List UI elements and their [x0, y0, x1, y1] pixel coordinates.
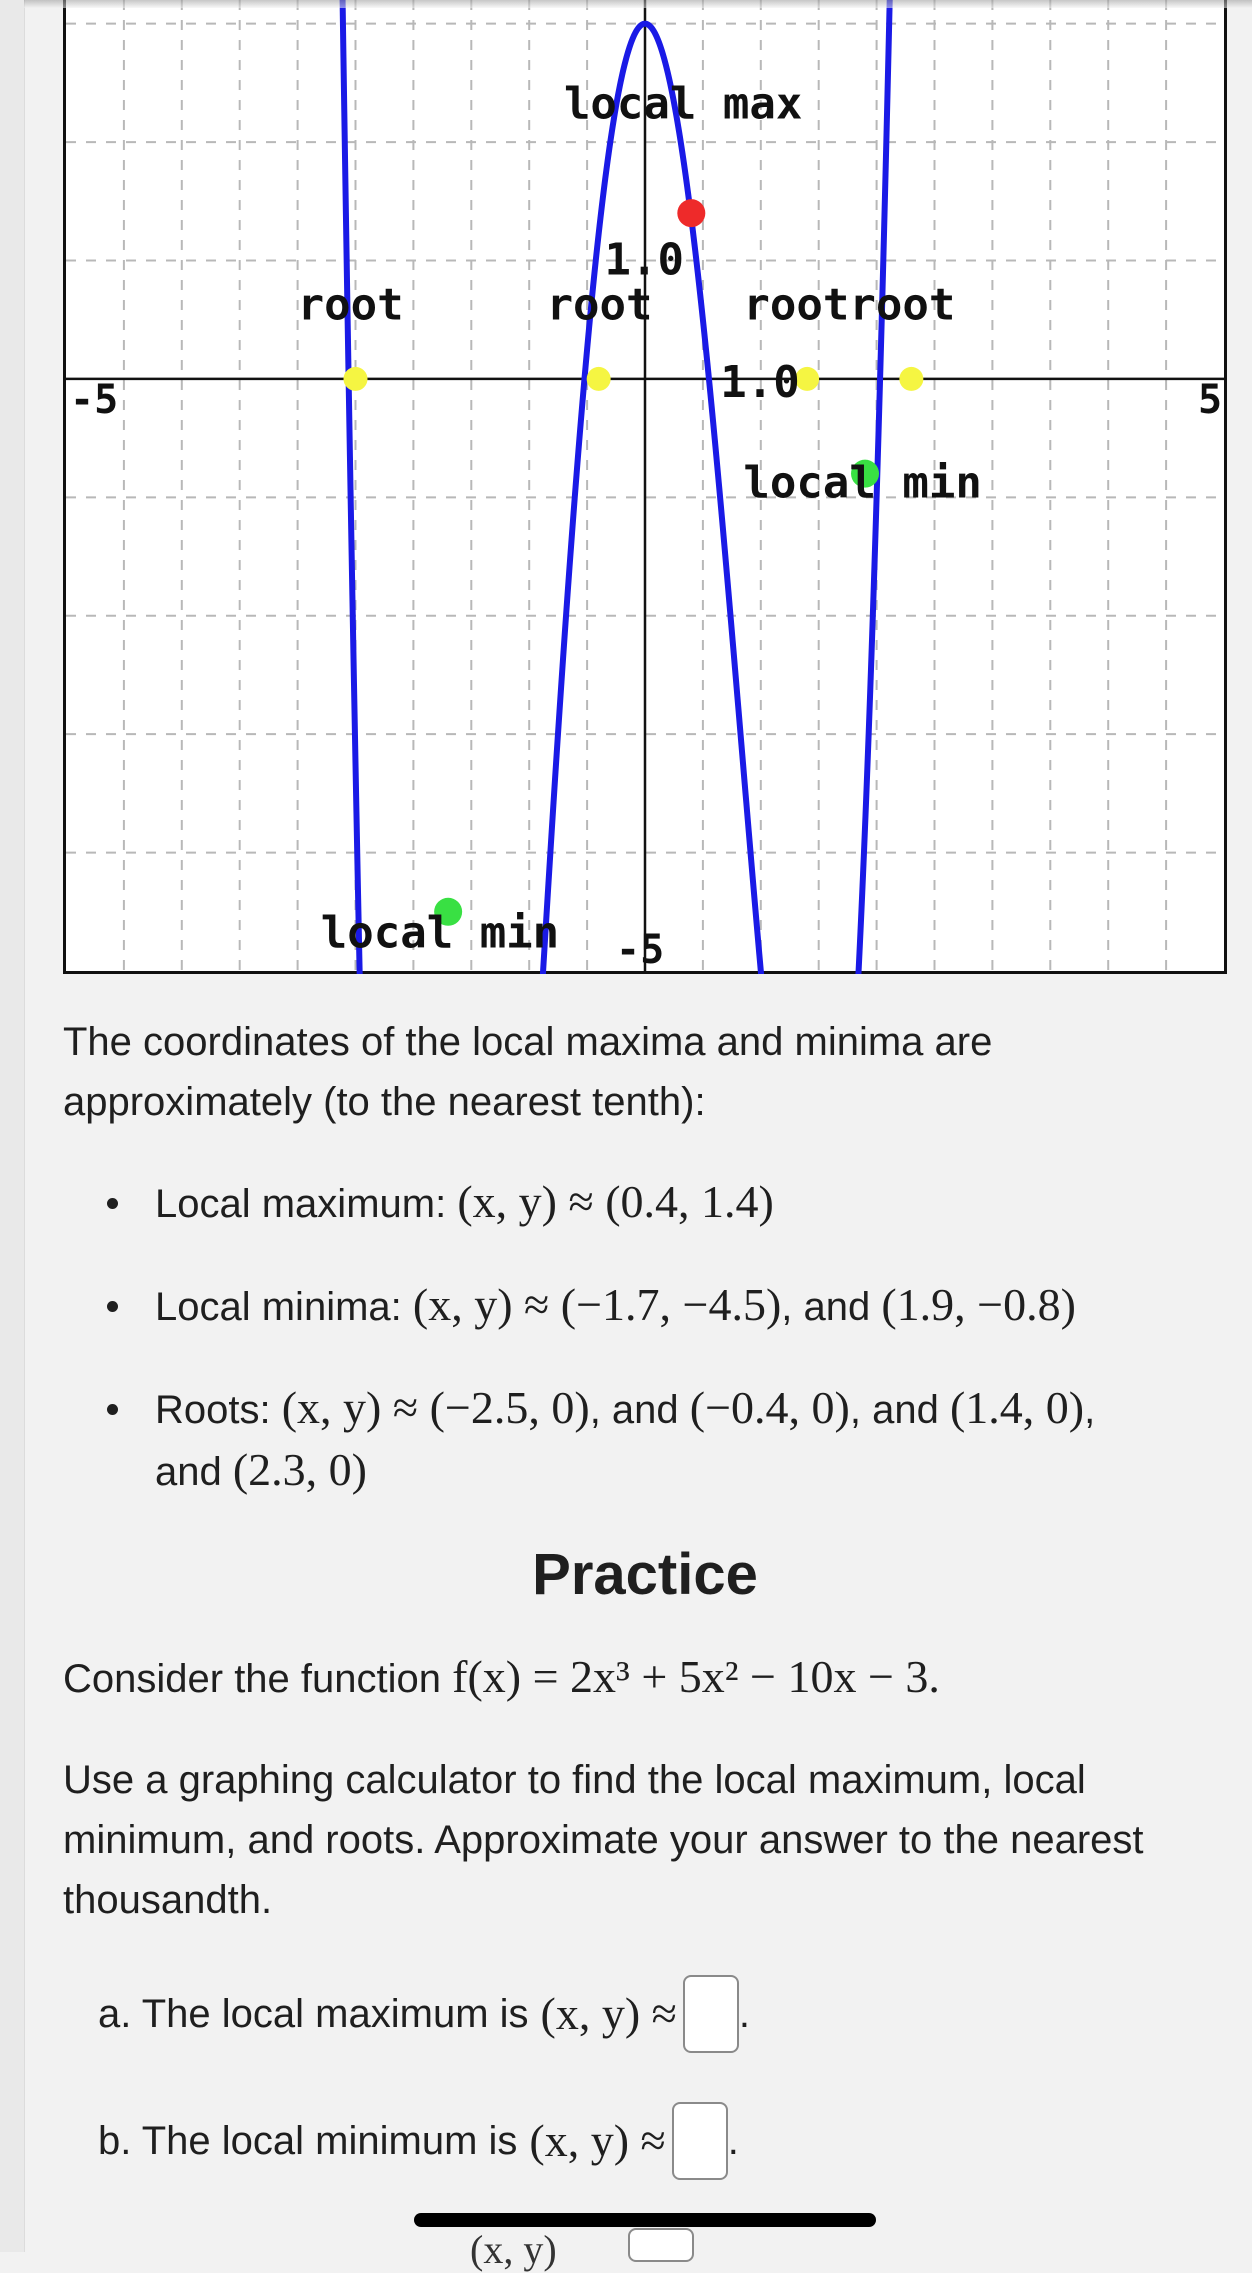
label-tick-x: 1.0	[720, 356, 800, 408]
period: .	[738, 1992, 751, 2036]
results-list	[63, 1172, 1227, 1502]
list-item-local-min	[63, 1275, 1227, 1337]
math-expression: (x, y) ≈	[529, 2115, 666, 2166]
question-b	[98, 2102, 739, 2180]
period: .	[727, 2119, 739, 2163]
instructions-paragraph	[63, 1750, 1227, 1930]
question-c-peek: (x, y)	[470, 2227, 557, 2272]
math-expression: (1.9, −0.8)	[881, 1279, 1076, 1330]
practice-section	[63, 1540, 1227, 1610]
bullet-label: Local maximum:	[155, 1182, 458, 1226]
intro-paragraph	[63, 1012, 1227, 1132]
math-expression: (x, y) ≈ (−1.7, −4.5)	[412, 1279, 782, 1330]
conjunction: ,	[1084, 1388, 1096, 1432]
list-item-roots	[63, 1378, 1227, 1502]
page-margin	[0, 0, 25, 2252]
home-indicator[interactable]	[414, 2213, 876, 2227]
conjunction: and	[155, 1450, 233, 1494]
instructions-text: Use a graphing calculator to find the local maximum, local minimum, and roots. Approximate your answer to the nearest thousandth.	[63, 1758, 1144, 1922]
label-tick-y: 1.0	[604, 234, 684, 286]
math-expression: (x, y) ≈ (0.4, 1.4)	[457, 1176, 774, 1227]
label-local-min: local min	[320, 907, 560, 959]
function-statement	[63, 1647, 1227, 1709]
answer-box-roots[interactable]	[628, 2228, 694, 2262]
list-item-local-max	[63, 1172, 1227, 1234]
math-expression: (2.3, 0)	[232, 1444, 367, 1495]
section-heading: Practice	[532, 1542, 758, 1607]
question-a	[98, 1975, 750, 2053]
label-root: root	[546, 279, 653, 331]
intro-text: The coordinates of the local maxima and minima are approximately (to the nearest tenth):	[63, 1020, 993, 1124]
math-expression: (−0.4, 0)	[689, 1382, 850, 1433]
answer-box-local-max[interactable]	[683, 1975, 739, 2053]
top-shadow	[24, 0, 1252, 8]
root-point	[899, 367, 923, 391]
bullet-label: Local minima:	[155, 1285, 413, 1329]
conjunction: , and	[849, 1388, 950, 1432]
local-max-point	[677, 199, 705, 227]
conjunction: , and	[589, 1388, 690, 1432]
label-local-max: local max	[563, 78, 803, 130]
label-root-pair: rootroot	[743, 279, 956, 331]
label-y-min: -5	[616, 927, 665, 973]
label-x-max: 5	[1198, 376, 1223, 423]
question-text: b. The local minimum is	[98, 2119, 518, 2163]
label-root: root	[297, 279, 404, 331]
label-local-min: local min	[743, 457, 982, 509]
function-expression: f(x) = 2x³ + 5x² − 10x − 3.	[452, 1651, 940, 1702]
question-text: a. The local maximum is	[98, 1992, 529, 2036]
math-expression: (x, y) ≈	[540, 1988, 677, 2039]
statement-text: Consider the function	[63, 1657, 453, 1701]
answer-box-local-min[interactable]	[672, 2102, 728, 2180]
graph-canvas	[66, 0, 1230, 974]
root-point	[587, 367, 611, 391]
label-x-min: -5	[70, 376, 119, 423]
function-graph	[63, 0, 1227, 974]
conjunction: , and	[781, 1285, 882, 1329]
root-point	[344, 367, 368, 391]
math-expression: (x, y) ≈ (−2.5, 0)	[281, 1382, 590, 1433]
bullet-label: Roots:	[155, 1388, 282, 1432]
math-expression: (1.4, 0)	[949, 1382, 1085, 1433]
